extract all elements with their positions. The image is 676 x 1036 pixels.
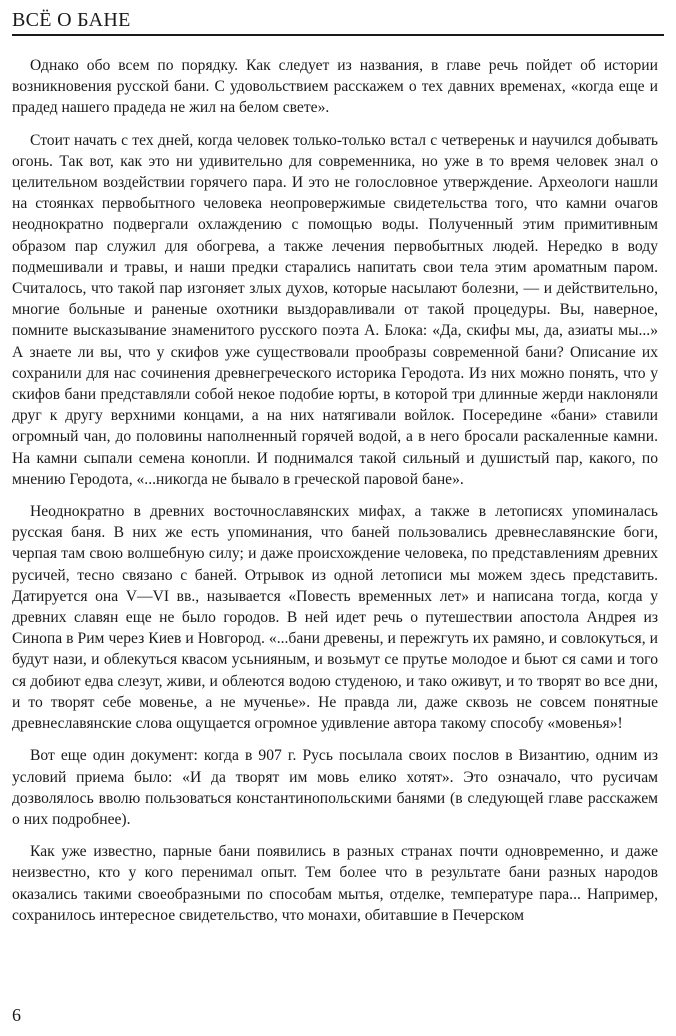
paragraph-5: Как уже известно, парные бани появились в разных странах почти одновременно, и даже неизвестно, кто у кого перенимал опыт. Тем более что в результате бани разных народов оказались такими своеобразными по способам мытья, отделке, температуре пара... Например, сохранилось интересное свидетельство, что монахи, обитавшие в Печерском [12, 843, 658, 924]
paragraph-3: Неоднократно в древних восточнославянских мифах, а также в летописях упоминалась русская баня. В них же есть упоминания, что баней пользовались древнеславянские боги, черпая там свою волшебную силу; и даже происхождение человека, по представлениям древних русичей, тесно связано с баней. Отрывок из одной летописи мы можем здесь представить. Датируется она V—VI вв., называется «Повесть временных лет» и написана тогда, когда у древних славян еще не было городов. В ней идет речь о путешествии апостола Андрея из Синопа в Рим через Киев и Новгород. «...бани древены, и пережгуть их рамяно, и совлокуться, и будут нази, и облекуться квасом усьнияным, и возьмут се прутье молодое и бьют ся сами и того ся добиют едва слезут, живи, и облеются водою студеною, и тако оживут, и то творят во все дни, и то творят себе мовенье, а не мученье». Не правда ли, даже сквозь не совсем понятные древнеславянские слова ощущается огромное удивление автора такому способу «мовенья»! [12, 503, 658, 733]
page-body [12, 55, 658, 937]
paragraph-2: Стоит начать с тех дней, когда человек только-только встал с четвереньк и научился добывать огонь. Так вот, как это ни удивительно для современника, но уже в то время человек знал о целительном воздействии горячего пара. И это не голословное утверждение. Археологи нашли на стоянках первобытного человека неопровержимые свидетельства того, что камни очагов неоднократно подвергали охлаждению с помощью воды. Полученный этим примитивным образом пар служил для обогрева, а также лечения первобытных людей. Нередко в воду подмешивали и травы, и наши предки старались напитать свои тела этим ароматным паром. Считалось, что такой пар изгоняет злых духов, которые насылают болезни, — и действительно, многие больные и раненые охотники выздоравливали от такой процедуры. Вы, наверное, помните высказывание знаменитого русского поэта А. Блока: «Да, скифы мы, да, азиаты мы...» А знаете ли вы, что у скифов уже существовали прообразы современной бани? Описание их сохранили для нас сочинения древнегреческого историка Геродота. Из них можно понять, что у скифов бани представляли собой некое подобие юрты, в которой три длинные жерди наклоняли друг к другу верхними концами, а на них натягивали войлок. Посередине «бани» ставили огромный чан, до половины наполненный горячей водой, а в него бросали раскаленные камни. На камни сыпали семена конопли. И поднимался такой сильный и душистый пар, какого, по мнению Геродота, «...никогда не бывало в греческой паровой бане». [12, 131, 658, 488]
paragraph-4: Вот еще один документ: когда в 907 г. Русь посылала своих послов в Византию, одним из условий приема было: «И да творят им мовь елико хотят». Это означало, что русичам дозволялось вволю пользоваться константинопольскими банями (в следующей главе расскажем о них подробнее). [12, 747, 658, 828]
running-header-title: ВСЁ О БАНЕ [12, 9, 131, 31]
paragraph-1: Однако обо всем по порядку. Как следует из названия, в главе речь пойдет об истории возникновения русской бани. С удовольствием расскажем о тех давних временах, «когда еще и прадед нашего прадеда не жил на белом свете». [12, 57, 658, 117]
page-number: 6 [12, 1005, 21, 1025]
running-header [12, 6, 664, 36]
